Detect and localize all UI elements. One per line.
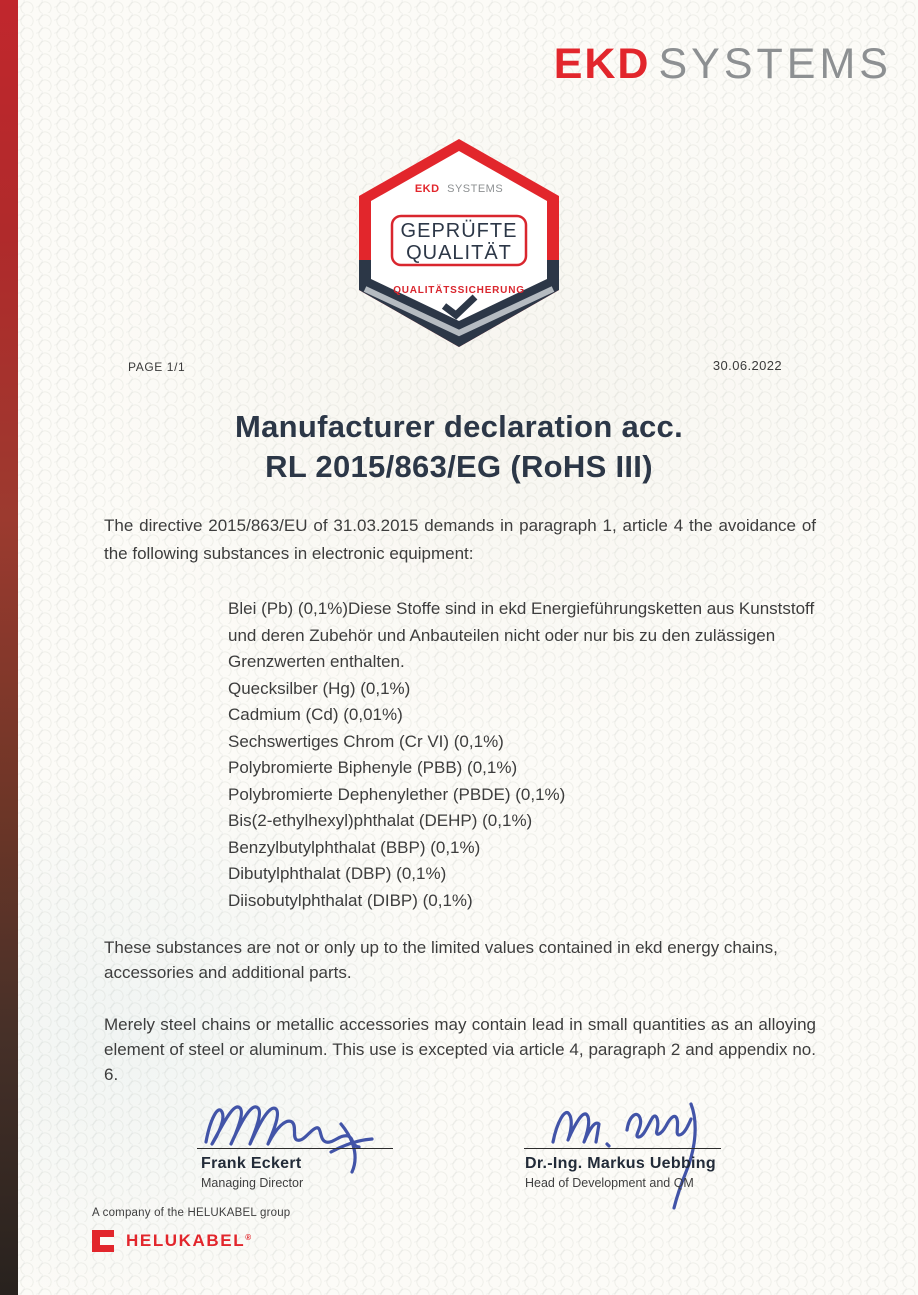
left-accent-stripe	[0, 0, 18, 1295]
helukabel-logo	[92, 1230, 251, 1252]
document-date: 30.06.2022	[712, 358, 782, 373]
document-title-line1: Manufacturer declaration acc.	[234, 409, 683, 444]
signatory-name-left: Frank Eckert	[201, 1155, 302, 1172]
signatory-role-left: Managing Director	[201, 1176, 304, 1190]
limits-paragraph: These substances are not or only up to the limited values contained in ekd energy chains, accessories and additional parts.	[104, 938, 778, 982]
helukabel-mark-icon	[92, 1230, 114, 1252]
quality-seal-icon	[357, 139, 561, 347]
substance-item: Bis(2-ethylhexyl)phthalat (DEHP) (0,1%)	[228, 811, 533, 830]
signature-line-left	[197, 1148, 393, 1149]
helukabel-wordmark: HELUKABEL®	[126, 1231, 252, 1250]
footer-company-line: A company of the HELUKABEL group	[92, 1207, 291, 1219]
header-logo-ekd: EKD	[553, 40, 651, 88]
substances-list	[228, 596, 820, 914]
signatory-role-right: Head of Development and QM	[525, 1176, 694, 1190]
substance-item: Polybromierte Dephenylether (PBDE) (0,1%)	[228, 784, 566, 804]
seal-subtitle: QUALITÄTSSICHERUNG	[393, 285, 525, 296]
signature-line-right	[524, 1148, 721, 1149]
substance-item: Dibutylphthalat (DBP) (0,1%)	[228, 864, 447, 883]
seal-text-line2: QUALITÄT	[406, 242, 512, 264]
substance-item: Blei (Pb) (0,1%)Diese Stoffe sind in ekd Energieführungsketten aus Kunststoff und deren Zubehör und Anbauteilen nicht oder nur bis zu den zulässigen Grenzwerten enthalten.	[228, 599, 815, 671]
registered-mark: ®	[245, 1233, 252, 1242]
exception-paragraph: Merely steel chains or metallic accessories may contain lead in small quantities as an alloying element of steel or aluminum. This use is excepted via article 4, paragraph 2 and appendix no. 6.	[104, 1015, 816, 1084]
intro-paragraph: The directive 2015/863/EU of 31.03.2015 demands in paragraph 1, article 4 the avoidance of the following substances in electronic equipment:	[104, 516, 816, 563]
badge-logo-systems: SYSTEMS	[447, 183, 504, 195]
substance-item: Polybromierte Biphenyle (PBB) (0,1%)	[228, 758, 518, 777]
seal-text-line1: GEPRÜFTE	[400, 220, 518, 242]
page-number-label: PAGE 1/1	[128, 360, 186, 374]
svg-text:EKD SYSTEMS	[415, 183, 503, 195]
document-title	[0, 407, 918, 487]
substance-item: Sechswertiges Chrom (Cr VI) (0,1%)	[228, 731, 504, 751]
signatory-name-right: Dr.-Ing. Markus Uebbing	[525, 1155, 716, 1172]
substance-item: Benzylbutylphthalat (BBP) (0,1%)	[228, 837, 481, 857]
substance-item: Quecksilber (Hg) (0,1%)	[228, 678, 411, 698]
substance-item: Diisobutylphthalat (DIBP) (0,1%)	[228, 890, 473, 910]
header-logo	[554, 40, 892, 89]
document-title-line2: RL 2015/863/EG (RoHS III)	[265, 449, 653, 484]
badge-logo-ekd: EKD	[414, 183, 440, 195]
header-logo-systems: SYSTEMS	[658, 40, 892, 88]
substance-item: Cadmium (Cd) (0,01%)	[228, 705, 403, 724]
